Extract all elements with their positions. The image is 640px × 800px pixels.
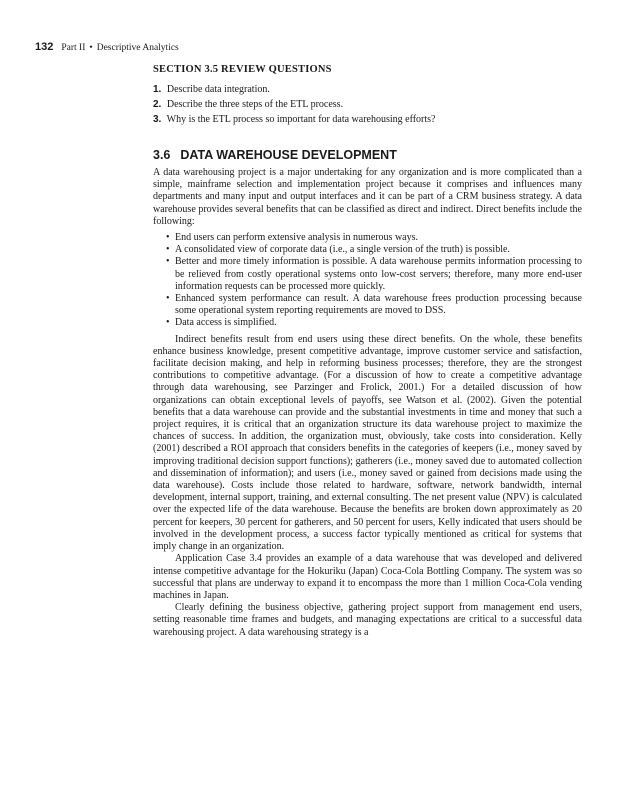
intro-paragraph: A data warehousing project is a major undertaking for any organization and is more complicated than a simple, mainframe selection and implementation project because it comprises and influences many departments and many input and output interfaces and it can be part of a CRM business strategy. A data warehouse provides several benefits that can be classified as direct and indirect. Direct benefits include the following: bbox=[153, 167, 582, 227]
section-heading bbox=[153, 148, 397, 162]
page-number: 132 bbox=[35, 41, 54, 53]
review-question bbox=[153, 82, 603, 97]
question-text: Describe data integration. bbox=[166, 84, 270, 95]
review-questions-title: SECTION 3.5 REVIEW QUESTIONS bbox=[153, 64, 332, 75]
list-item: • Enhanced system performance can result. A data warehouse frees production processing because some operational system reporting requirements are moved to DSS. bbox=[175, 293, 582, 317]
part-label: Part II bbox=[61, 43, 86, 53]
question-text: Why is the ETL process so important for data warehousing efforts? bbox=[166, 114, 436, 125]
question-number: 3. bbox=[153, 114, 162, 125]
question-text: Describe the three steps of the ETL process. bbox=[166, 99, 344, 110]
header-separator: • bbox=[89, 43, 93, 53]
list-item: • A consolidated view of corporate data (i.e., a single version of the truth) is possible. bbox=[175, 244, 582, 256]
benefit-list bbox=[153, 232, 582, 330]
list-item: • Better and more timely information is possible. A data warehouse permits information processing to be relieved from costly operational systems onto low-cost servers; therefore, many more end-user information requests can be processed more quickly. bbox=[175, 256, 582, 293]
review-questions bbox=[153, 64, 603, 127]
paragraph-indirect-benefits: Indirect benefits result from end users using these direct benefits. On the whole, these benefits enhance business knowledge, present competitive advantage, improve customer service and satisfaction, facilitate decision making, and help in reforming business processes; therefore, they are the strongest contributions to competitive advantage. (For a discussion of how to create a competitive advantage through data warehousing, see Parzinger and Frolick, 2001.) For a detailed discussion of how organizations can obtain exceptional levels of payoffs, see Watson et al. (2002). Given the potential benefits that a data warehouse can provide and the substantial investments in time and money that such a project requires, it is critical that an organization structure its data warehouse project to maximize the chances of success. In addition, the organization must, obviously, take costs into consideration. Kelly (2001) described a ROI approach that considers benefits in the categories of keepers (i.e., money saved by improving traditional decision support functions); gatherers (i.e., money saved due to automated collection and dissemination of information); and users (i.e., money saved or gained from decisions made using the data warehouse). Costs include those related to hardware, software, network bandwidth, internal development, internal support, training, and external consulting. The net present value (NPV) is calculated over the expected life of the data warehouse. Because the benefits are broken down approximately as 20 percent for keepers, 30 percent for gatherers, and 50 percent for users, Kelly indicated that users should be involved in the development process, a success factor typically mentioned as critical for systems that imply change in an organization. bbox=[153, 333, 582, 553]
paragraph-application-case: Application Case 3.4 provides an example of a data warehouse that was developed and delivered intense competitive advantage for the Hokuriku (Japan) Coca-Cola Bottling Company. The system was so successful that plans are underway to expand it to encompass the more than 1 million Coca-Cola vending machines in Japan. bbox=[153, 553, 582, 601]
section-title: DATA WAREHOUSE DEVELOPMENT bbox=[180, 148, 397, 162]
review-question-list bbox=[153, 82, 603, 127]
body-text bbox=[153, 167, 582, 639]
running-header bbox=[35, 41, 605, 53]
list-item: • Data access is simplified. bbox=[175, 317, 582, 329]
section-number: 3.6 bbox=[153, 148, 171, 162]
paragraph-business-objective: Clearly defining the business objective, gathering project support from management end users, setting reasonable time frames and budgets, and managing expectations are critical to a successful data warehousing project. A data warehousing strategy is a bbox=[153, 602, 582, 638]
question-number: 2. bbox=[153, 99, 162, 110]
review-question bbox=[153, 97, 603, 112]
list-item: • End users can perform extensive analysis in numerous ways. bbox=[175, 232, 582, 244]
review-question bbox=[153, 112, 603, 127]
header-section: Descriptive Analytics bbox=[96, 43, 179, 53]
question-number: 1. bbox=[153, 84, 162, 95]
